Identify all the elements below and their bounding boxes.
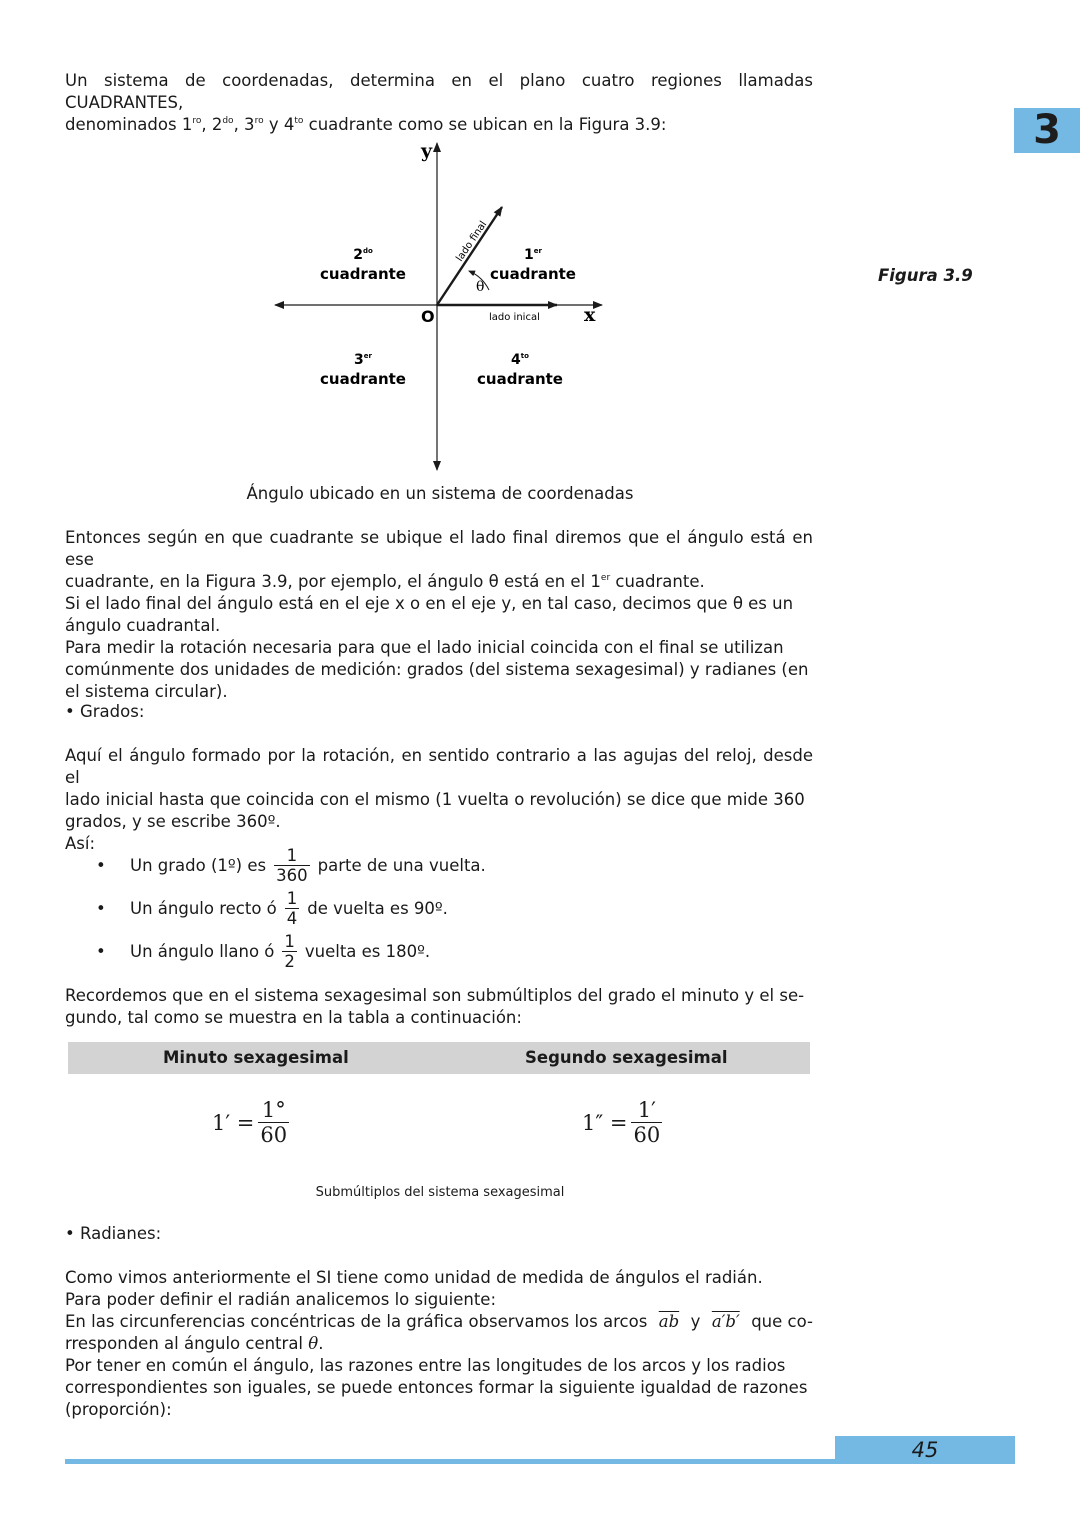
radianes-heading: • Radianes: [65, 1224, 162, 1243]
fraction: $\frac{1}{360}$ [276, 845, 308, 885]
text-line: grados, y se escribe 360º. [65, 812, 281, 831]
page-number-box [835, 1436, 1015, 1464]
bullet-icon: • [96, 941, 106, 961]
text-line: Como vimos anteriormente el SI tiene como unidad de medida de ángulos el radián. [65, 1268, 763, 1287]
y-axis-label: y [421, 140, 433, 162]
text-line: Entonces según en que cuadrante se ubique el lado final diremos que el ángulo está en ese [65, 528, 813, 569]
table-header-minuto: Minuto sexagesimal [163, 1048, 349, 1067]
x-axis-label: x [584, 304, 596, 326]
text-line: (proporción): [65, 1400, 172, 1419]
table-header-segundo: Segundo sexagesimal [525, 1048, 728, 1067]
intro-line-1: Un sistema de coordenadas, determina en el plano cuatro regiones llamadas CUADRANTES, [65, 71, 813, 112]
minute-equation: 1′ = $\frac{1^\circ}{60}$ [212, 1098, 288, 1147]
bullet-icon: • [96, 898, 106, 918]
origin-label: O [421, 307, 435, 326]
quadrant-diagram [0, 0, 1080, 480]
table-caption: Submúltiplos del sistema sexagesimal [315, 1185, 565, 1200]
text-line: gundo, tal como se muestra en la tabla a continuación: [65, 1008, 522, 1027]
radianes-paragraph [65, 1267, 813, 1421]
quadrant-1-word: cuadrante [490, 265, 576, 283]
quadrant-3-word: cuadrante [320, 370, 406, 388]
quadrant-2-ordinal: $2^{do}$ [353, 247, 373, 263]
text-line: En las circunferencias concéntricas de la gráfica observamos los arcos $\overline{ab}$ y a′b′ que co- [65, 1312, 813, 1331]
text-line: Así: [65, 834, 96, 853]
diagram-caption: Ángulo ubicado en un sistema de coordenadas [246, 484, 634, 503]
text-line: Recordemos que en el sistema sexagesimal son submúltiplos del grado el minuto y el se- [65, 986, 805, 1005]
intro-line-2: denominados $1^{ro}$, $2^{do}$, $3^{ro}$ y $4^{to}$ cuadrante como se ubican en la Figura 3.9: [65, 115, 667, 134]
grados-paragraph [65, 745, 813, 855]
text-line: Por tener en común el ángulo, las razones entre las longitudes de los arcos y los radios [65, 1356, 786, 1375]
quadrant-2-word: cuadrante [320, 265, 406, 283]
text-line: lado inicial hasta que coincida con el mismo (1 vuelta o revolución) se dice que mide 360 [65, 790, 805, 809]
arc-a-prime-b-prime: a′b′ [711, 1312, 740, 1331]
text-line: Para medir la rotación necesaria para que el lado inicial coincida con el final se utilizan [65, 638, 784, 657]
quadrant-1-ordinal: 1er [524, 247, 542, 263]
text-line: Si el lado final del ángulo está en el eje x o en el eje y, en tal caso, decimos que θ es un [65, 594, 794, 613]
text-line: Aquí el ángulo formado por la rotación, en sentido contrario a las agujas del reloj, desde el [65, 746, 813, 787]
final-side-label: lado final [454, 219, 490, 264]
quadrant-3-ordinal: 3er [354, 352, 372, 368]
text-line: rresponden al ángulo central θ. [65, 1334, 324, 1353]
grados-heading: • Grados: [65, 702, 145, 721]
fraction: $\frac{1}{2}$ [284, 931, 295, 971]
initial-side-label: lado inical [489, 312, 540, 323]
text-line: el sistema circular). [65, 682, 228, 701]
submultiplos-paragraph [65, 985, 813, 1029]
second-equation: 1″ = $\frac{1'}{60}$ [582, 1098, 661, 1147]
bullet-item-recto: • Un ángulo recto ó $\frac{1}{4}$ de vuelta es 90º. [96, 888, 448, 928]
text-line: ángulo cuadrantal. [65, 616, 221, 635]
quadrant-explanation [65, 527, 813, 703]
text-line: Para poder definir el radián analicemos lo siguiente: [65, 1290, 497, 1309]
bullet-icon: • [96, 855, 106, 875]
bullet-item-grado: • Un grado (1º) es $\frac{1}{360}$ parte de una vuelta. [96, 845, 486, 885]
submultiplos-table-header [68, 1042, 810, 1074]
quadrant-4-ordinal: $4^{to}$ [511, 352, 529, 368]
text-line: correspondientes son iguales, se puede entonces formar la siguiente igualdad de razones [65, 1378, 808, 1397]
page-number: 45 [911, 1438, 939, 1462]
quadrant-4-word: cuadrante [477, 370, 563, 388]
text-line: comúnmente dos unidades de medición: grados (del sistema sexagesimal) y radianes (en [65, 660, 809, 679]
text-line: cuadrante, en la Figura 3.9, por ejemplo, el ángulo θ está en el 1er cuadrante. [65, 572, 705, 591]
figure-label: Figura 3.9 [878, 266, 973, 285]
chapter-tab: 3 [1014, 108, 1080, 153]
theta-label: θ [476, 279, 485, 295]
final-side-arrow [437, 207, 502, 305]
fraction: $\frac{1}{4}$ [286, 888, 298, 928]
arc-ab: $\overline{ab}$ [658, 1312, 680, 1331]
bullet-item-llano: • Un ángulo llano ó $\frac{1}{2}$ vuelta es 180º. [96, 931, 431, 971]
